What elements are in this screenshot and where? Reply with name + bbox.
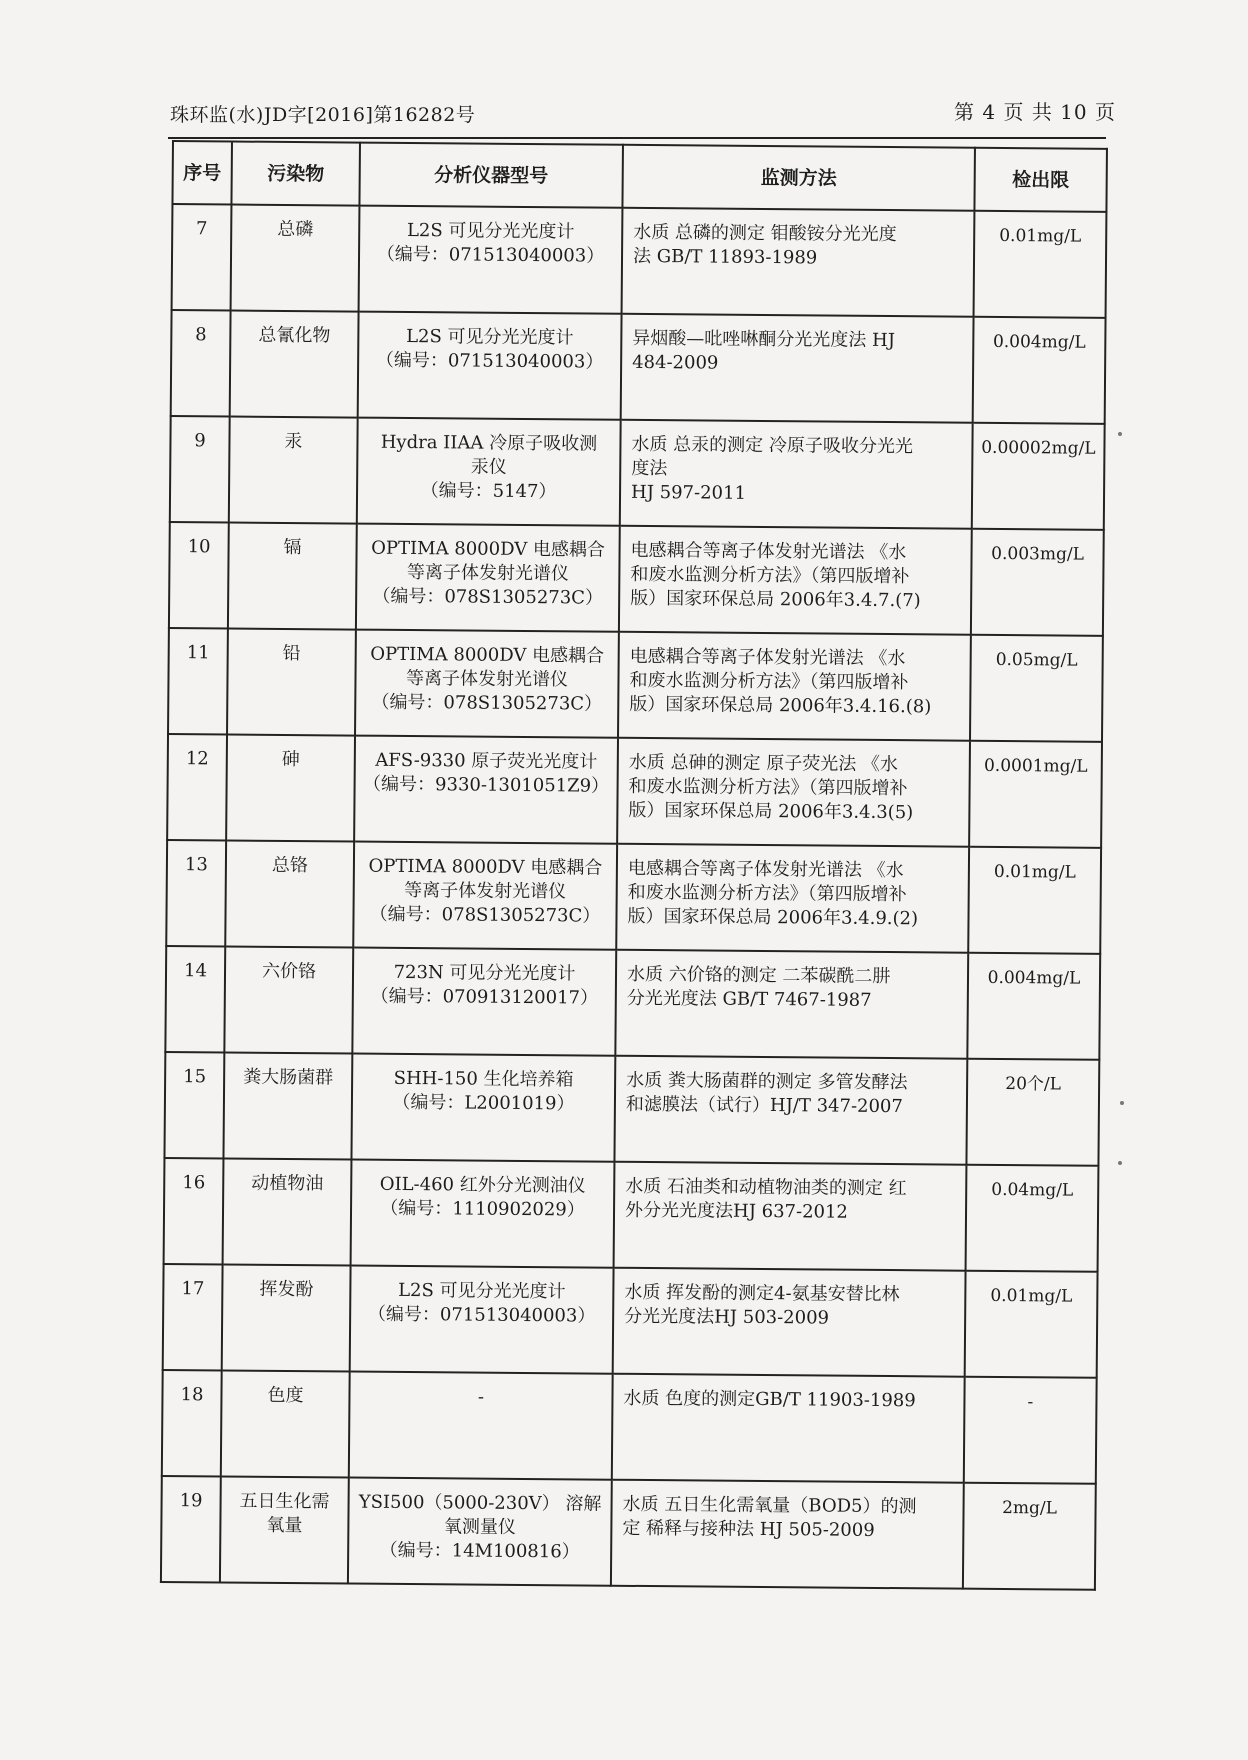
cell-pollutant-line: 总铬 [271, 854, 309, 877]
cell-pollutant [223, 1052, 352, 1159]
cell-method-line: 484-2009 [632, 351, 719, 374]
table-row [164, 1052, 1099, 1166]
cell-method-content [618, 739, 969, 826]
cell-method-content [614, 1269, 964, 1332]
table-row [162, 1370, 1097, 1484]
cell-pollutant-content [226, 947, 352, 984]
cell-limit-text: 0.004mg/L [987, 967, 1081, 989]
table-row [164, 1158, 1099, 1272]
cell-no-text: 18 [180, 1384, 204, 1406]
cell-instrument-line: （编号：5147） [420, 480, 557, 503]
cell-method [616, 844, 969, 953]
cell-instrument [351, 1054, 615, 1162]
cell-limit-content [973, 424, 1103, 461]
cell-pollutant-line: 色度 [267, 1384, 304, 1407]
cell-limit-content [967, 1166, 1097, 1203]
cell-no-content [162, 1477, 219, 1513]
cell-instrument-content [360, 207, 621, 269]
cell-limit-content [966, 1272, 1096, 1309]
cell-instrument-line: OPTIMA 8000DV 电感耦合 [371, 537, 606, 561]
cell-instrument [355, 630, 619, 738]
cell-method-content [615, 1163, 965, 1226]
cell-no-content [164, 1265, 221, 1301]
cell-no-text: 8 [195, 324, 207, 346]
cell-instrument-line: 723N 可见分光光度计 [393, 961, 576, 985]
cell-limit-content [969, 954, 1099, 991]
cell-limit-text: 20个/L [1005, 1074, 1062, 1095]
cell-instrument-line: （编号：071513040003） [376, 243, 605, 267]
cell-instrument-line: （编号：078S1305273C） [371, 691, 603, 715]
scan-speck [1118, 1161, 1122, 1165]
cell-method-line: 水质 六价铬的测定 二苯碳酰二肼 [626, 963, 891, 988]
cell-no [171, 310, 231, 416]
cell-method [615, 950, 968, 1059]
cell-pollutant [227, 628, 356, 735]
scan-speck [1120, 1101, 1124, 1105]
cell-instrument-line: （编号：071513040003） [375, 349, 604, 373]
cell-method-line: 水质 色度的测定GB/T 11903-1989 [623, 1387, 916, 1412]
cell-no-content [169, 735, 226, 771]
cell-instrument-line: 等离子体发射光谱仪 [406, 561, 569, 585]
cell-method-line: 水质 总汞的测定 冷原子吸收分光光 [631, 433, 913, 458]
cell-method-line: 电感耦合等离子体发射光谱法 《水 [629, 645, 906, 670]
header-instrument: 分析仪器型号 [359, 143, 623, 208]
table-row [165, 946, 1100, 1060]
header-divider [168, 137, 1106, 139]
cell-instrument [352, 948, 616, 1056]
cell-instrument-line: （编号：14M100816） [379, 1539, 580, 1563]
cell-limit [970, 635, 1103, 742]
cell-instrument-content [359, 313, 620, 375]
cell-instrument [357, 418, 621, 526]
cell-instrument-line: L2S 可见分光光度计 [406, 325, 574, 349]
scan-speck [1118, 432, 1122, 436]
cell-no-text: 11 [186, 642, 210, 664]
cell-no [168, 628, 228, 734]
cell-method [614, 1162, 967, 1271]
cell-instrument-line: （编号：9330-1301051Z9） [363, 773, 610, 797]
cell-pollutant-content [222, 1371, 348, 1408]
cell-instrument-line: OPTIMA 8000DV 电感耦合 [370, 643, 605, 667]
cell-instrument-line: L2S 可见分光光度计 [406, 219, 575, 243]
cell-no-text: 17 [181, 1278, 205, 1300]
cell-pollutant [220, 1476, 349, 1583]
table-row [163, 1264, 1098, 1378]
cell-no-text: 14 [184, 960, 208, 982]
cell-instrument [358, 312, 622, 420]
cell-method-line: 分光光度法HJ 503-2009 [624, 1305, 830, 1329]
cell-pollutant [231, 205, 360, 312]
cell-instrument-content [350, 1373, 611, 1411]
cell-pollutant-content [221, 1477, 347, 1538]
table-row [172, 204, 1107, 318]
cell-limit-text: 0.004mg/L [992, 331, 1086, 353]
cell-no [164, 1158, 224, 1264]
cell-no [170, 416, 230, 522]
cell-no [172, 204, 232, 310]
cell-limit [972, 423, 1105, 530]
cell-method-line: 电感耦合等离子体发射光谱法 《水 [630, 539, 907, 564]
cell-pollutant-content [225, 1053, 351, 1090]
cell-limit-content [970, 848, 1100, 885]
monitoring-methods-table [160, 140, 1108, 1591]
cell-pollutant [221, 1370, 350, 1477]
cell-instrument-content [354, 843, 616, 929]
cell-no [164, 1052, 224, 1158]
cell-pollutant-line: 氧量 [266, 1514, 303, 1537]
cell-method [617, 738, 970, 847]
cell-method-line: 版）国家环保总局 2006年3.4.16.(8) [629, 693, 932, 718]
table-body [161, 204, 1107, 1590]
cell-no-content [165, 1159, 222, 1195]
cell-method-line: 异烟酸—吡唑啉酮分光光度法 HJ [632, 327, 896, 352]
cell-method-line: 水质 总砷的测定 原子荧光法 《水 [628, 751, 899, 776]
cell-method-content [612, 1481, 962, 1544]
cell-limit-text: 0.00002mg/L [981, 437, 1096, 459]
cell-method-line: 版）国家环保总局 2006年3.4.9.(2) [627, 905, 919, 930]
cell-instrument-content [357, 525, 619, 611]
cell-no [163, 1264, 223, 1370]
cell-no-text: 12 [185, 748, 209, 770]
cell-instrument-line: Hydra IIAA 冷原子吸收测 [380, 431, 598, 455]
cell-limit-content [972, 530, 1102, 567]
table-row [170, 416, 1105, 530]
cell-instrument-line: 汞仪 [470, 456, 507, 478]
cell-method-line: 和滤膜法（试行）HJ/T 347-2007 [625, 1093, 903, 1118]
cell-pollutant-content [223, 1265, 349, 1302]
cell-method-content [622, 315, 972, 378]
cell-method-content [617, 845, 968, 932]
cell-instrument-content [356, 631, 618, 717]
cell-method [618, 632, 971, 741]
cell-pollutant-line: 镉 [283, 536, 302, 559]
cell-no-content [171, 417, 228, 453]
cell-instrument-line: （编号：1110902029） [380, 1197, 585, 1221]
cell-pollutant-content [231, 312, 357, 349]
cell-pollutant-content [224, 1159, 350, 1196]
cell-pollutant-line: 五日生化需 [239, 1490, 330, 1513]
cell-method-line: 和废水监测分析方法》（第四版增补 [627, 881, 907, 906]
cell-limit [974, 211, 1107, 318]
cell-instrument-line: AFS-9330 原子荧光光度计 [375, 749, 598, 773]
cell-limit-content [968, 1060, 1098, 1097]
cell-no [169, 522, 229, 628]
cell-method-line: 和废水监测分析方法》（第四版增补 [628, 775, 908, 800]
cell-instrument [353, 842, 617, 950]
cell-instrument [356, 524, 620, 632]
cell-instrument-line: L2S 可见分光光度计 [398, 1279, 566, 1303]
cell-no-content [172, 311, 229, 347]
cell-limit-text: 0.003mg/L [991, 543, 1084, 565]
cell-instrument-line: 等离子体发射光谱仪 [405, 667, 569, 691]
cell-method [622, 208, 975, 317]
cell-method [619, 526, 972, 635]
cell-method-line: 和废水监测分析方法》（第四版增补 [630, 563, 910, 588]
cell-method [611, 1480, 964, 1589]
cell-pollutant-line: 粪大肠菌群 [243, 1066, 334, 1089]
cell-instrument [359, 206, 623, 314]
cell-limit-text: 2mg/L [1002, 1498, 1058, 1519]
page-number: 第 4 页 共 10 页 [954, 100, 1116, 124]
cell-limit-content [972, 636, 1102, 673]
cell-pollutant [229, 416, 358, 523]
cell-no-content [170, 629, 227, 665]
cell-limit-content [964, 1484, 1094, 1521]
page-header [170, 96, 1116, 130]
cell-method-line: 水质 挥发酚的测定4-氨基安替比林 [624, 1281, 900, 1306]
cell-instrument-content [353, 1055, 614, 1117]
cell-pollutant-content [232, 206, 358, 243]
cell-pollutant [230, 310, 359, 417]
cell-instrument-content [352, 1161, 613, 1223]
cell-limit [966, 1059, 1099, 1166]
cell-pollutant-content [229, 629, 355, 666]
cell-limit-text: 0.05mg/L [995, 649, 1078, 671]
cell-pollutant-line: 六价铬 [261, 960, 317, 983]
cell-no [166, 840, 226, 946]
cell-method-line: HJ 597-2011 [630, 481, 747, 504]
cell-method-line: 水质 石油类和动植物油类的测定 红 [625, 1175, 907, 1200]
cell-instrument-content [351, 1267, 612, 1329]
cell-no [167, 734, 227, 840]
cell-method-line: 法 GB/T 11893-1989 [632, 245, 818, 269]
cell-no-text: 19 [179, 1490, 203, 1512]
report-number: 珠环监(水)JD字[2016]第16282号 [170, 104, 476, 126]
cell-method-line: 外分光光度法HJ 637-2012 [624, 1199, 849, 1223]
cell-instrument-content [358, 419, 620, 505]
cell-limit [971, 529, 1104, 636]
cell-no [161, 1476, 221, 1582]
cell-limit-text: 0.01mg/L [993, 861, 1076, 883]
cell-no-content [163, 1371, 220, 1407]
cell-instrument-line: （编号：078S1305273C） [369, 903, 601, 927]
cell-limit [966, 1165, 1099, 1272]
cell-limit [964, 1377, 1097, 1484]
cell-method [614, 1056, 967, 1165]
cell-pollutant-line: 动植物油 [251, 1172, 324, 1195]
cell-method-line: 版）国家环保总局 2006年3.4.3(5) [628, 799, 914, 824]
cell-limit-text: - [1027, 1392, 1034, 1413]
cell-no-text: 7 [195, 218, 208, 240]
cell-pollutant [224, 946, 353, 1053]
cell-method-line: 分光光度法 GB/T 7467-1987 [626, 987, 872, 1011]
cell-method [613, 1268, 966, 1377]
table-header-row [172, 141, 1106, 212]
cell-instrument-line: SHH-150 生化培养箱 [393, 1067, 574, 1091]
cell-instrument-line: OPTIMA 8000DV 电感耦合 [368, 855, 603, 879]
cell-pollutant-content [229, 523, 355, 560]
table-row [169, 522, 1104, 636]
cell-limit [965, 1271, 1098, 1378]
cell-limit-content [974, 318, 1104, 355]
cell-instrument-content [354, 949, 615, 1011]
cell-no-content [167, 947, 224, 983]
cell-instrument-content [356, 737, 617, 799]
cell-instrument-line: （编号：071513040003） [367, 1303, 596, 1327]
cell-no [165, 946, 225, 1052]
cell-method-line: 和废水监测分析方法》（第四版增补 [629, 669, 909, 694]
cell-method-content [619, 633, 970, 720]
cell-limit [968, 847, 1101, 954]
cell-instrument-line: （编号：L2001019） [392, 1091, 575, 1115]
cell-limit [973, 317, 1106, 424]
cell-instrument [351, 1160, 615, 1268]
cell-no-text: 15 [183, 1066, 207, 1088]
cell-instrument-line: （编号：078S1305273C） [372, 585, 604, 609]
cell-method [612, 1374, 965, 1483]
cell-method-line: 度法 [631, 457, 668, 480]
cell-limit [963, 1483, 1096, 1590]
table-row [166, 840, 1101, 954]
cell-no-text: 13 [184, 854, 208, 876]
cell-instrument [350, 1266, 614, 1374]
cell-method-line: 水质 粪大肠菌群的测定 多管发酵法 [626, 1069, 908, 1094]
header-method: 监测方法 [622, 145, 975, 211]
table-row [161, 1476, 1096, 1590]
cell-limit-content [971, 742, 1101, 779]
table-row [171, 310, 1106, 424]
cell-limit [969, 741, 1102, 848]
table-row [167, 734, 1102, 848]
cell-instrument-line: OIL-460 红外分光测油仪 [379, 1173, 586, 1197]
cell-method-content [613, 1375, 963, 1414]
cell-no-text: 10 [187, 536, 211, 558]
table-row [168, 628, 1103, 742]
cell-pollutant [223, 1158, 352, 1265]
header-no: 序号 [172, 141, 232, 204]
cell-no-content [166, 1053, 223, 1089]
cell-pollutant-line: 挥发酚 [259, 1278, 314, 1301]
cell-pollutant [225, 840, 354, 947]
cell-method [621, 314, 974, 423]
header-limit: 检出限 [974, 148, 1107, 212]
cell-no [162, 1370, 222, 1476]
cell-pollutant-line: 砷 [281, 748, 300, 771]
cell-limit-text: 0.01mg/L [999, 225, 1082, 247]
cell-pollutant [226, 734, 355, 841]
cell-method-content [620, 527, 971, 614]
cell-instrument-line: 氧测量仪 [443, 1516, 516, 1538]
cell-method-line: 水质 五日生化需氧量（BOD5）的测 [622, 1493, 917, 1518]
cell-method-line: 水质 总磷的测定 钼酸铵分光光度 [633, 221, 897, 246]
cell-instrument-line: YSI500（5000-230V） 溶解 [358, 1491, 602, 1515]
cell-instrument-line: 等离子体发射光谱仪 [404, 879, 567, 903]
cell-method-line: 定 稀释与接种法 HJ 505-2009 [622, 1517, 875, 1541]
cell-method-line: 版）国家环保总局 2006年3.4.7.(7) [630, 587, 921, 612]
cell-pollutant [222, 1264, 351, 1371]
cell-instrument-line: - [477, 1386, 485, 1408]
cell-instrument-line: （编号：070913120017） [370, 985, 599, 1009]
cell-method-content [621, 421, 972, 508]
cell-no-content [170, 523, 227, 559]
cell-pollutant-content [228, 735, 354, 772]
cell-method-content [617, 951, 967, 1014]
cell-pollutant-line: 总磷 [277, 218, 314, 241]
cell-instrument-content [349, 1479, 611, 1565]
cell-limit-text: 0.04mg/L [991, 1179, 1074, 1201]
header-pollutant: 污染物 [231, 142, 360, 206]
cell-pollutant-line: 总氰化物 [258, 324, 331, 347]
cell-no-text: 9 [194, 430, 206, 452]
cell-method-content [623, 209, 973, 272]
cell-instrument [349, 1372, 613, 1480]
cell-instrument [348, 1478, 612, 1586]
cell-no-text: 16 [182, 1172, 206, 1194]
cell-limit-content [975, 212, 1105, 249]
cell-no-content [173, 205, 230, 241]
cell-pollutant-content [230, 418, 356, 455]
cell-limit-text: 0.0001mg/L [983, 755, 1088, 777]
cell-method-line: 电感耦合等离子体发射光谱法 《水 [627, 857, 904, 882]
cell-limit-text: 0.01mg/L [990, 1285, 1073, 1307]
cell-method-content [616, 1057, 966, 1120]
cell-no-content [168, 841, 225, 877]
cell-instrument [354, 736, 618, 844]
cell-pollutant-content [227, 841, 353, 878]
cell-limit [967, 953, 1100, 1060]
cell-pollutant [228, 522, 357, 629]
cell-method [620, 420, 973, 529]
cell-pollutant-line: 铅 [282, 642, 301, 665]
cell-limit-content [965, 1378, 1095, 1415]
cell-pollutant-line: 汞 [284, 430, 303, 453]
